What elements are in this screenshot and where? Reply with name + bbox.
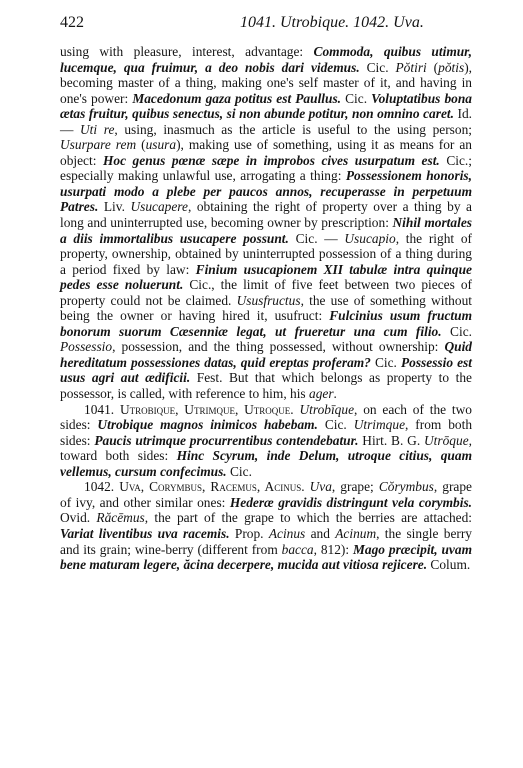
- paragraph-1042-uva: 1042. Uva, Corymbus, Racemus, Acinus. Uva, grape; Cŏrymbus, grape of ivy, and other similar ones: Hederæ gravidis distringunt vela corymbis. Ovid. Răcēmus, the part of the grape to which the berries are attached: Variat liventibus uva racemis. Prop. Acinus and Acinum, the single berry and its grain; wine-berry (different from bacca, 812): Mago præcipit, uvam bene maturam legere, ăcina decerpere, mucida aut vitiosa rejicere. Colum.: [60, 479, 473, 573]
- paragraph-1041-utrobique: 1041. Utrobique, Utrimque, Utroque. Utrobīque, on each of the two sides: Utrobique magnos inimicos habebam. Cic. Utrimque, from both sides: Paucis utrimque procurrentibus contendebatur. Hirt. B. G. Utrōque, toward both sides: Hinc Scyrum, inde Delum, utroque citius, quam vellemus, cursum confecimus. Cic.: [60, 401, 473, 479]
- body-text: [60, 44, 472, 573]
- page-number: 422: [60, 14, 84, 31]
- paragraph-usus-continued: using with pleasure, interest, advantage: Commoda, quibus utimur, lucemque, qua fruimur, a deo nobis dari videmus. Cic. Pŏtiri (pŏtis), becoming master of a thing, making one's self master of it, and having in one's power: Macedonum gaza potitus est Paullus. Cic. Voluptatibus bona ætas fruitur, quibus senectus, si non abunde potitur, non omnino caret. Id. — Uti re, using, inasmuch as the article is useful to the using person; Usurpare rem (usura), making use of something, using it as means for an object: Hoc genus pœnæ sæpe in improbos cives usurpatum est. Cic.; especially making unlawful use, arrogating a thing: Possessionem honoris, usurpati modo a plebe per paucos annos, recuperasse in perpetuum Patres. Liv. Usucapere, obtaining the right of property over a thing by a long and uninterrupted use, becoming owner by prescription: Nihil mortales a diis immortalibus usucapere possunt. Cic. — Usucapio, the right of property, ownership, obtained by uninterrupted possession of a thing during a period fixed by law: Finium usucapionem XII tabulæ intra quinque pedes esse noluerunt. Cic., the limit of five feet between two pieces of property could not be claimed. Ususfructus, the use of something without being the owner or having hired it, usufruct: Fulcinius usum fructum bonorum suorum Cæsenniæ legat, ut frueretur una cum filio. Cic. Possessio, possession, and the thing possessed, without ownership: Quid hereditatum possessiones datas, quid ereptas proferam? Cic. Possessio est usus agri aut ædificii. Fest. But that which belongs as property to the possessor, is called, with reference to him, his ager.: [60, 44, 473, 402]
- running-title: 1041. Utrobique. 1042. Uva.: [240, 14, 424, 31]
- running-header: [60, 14, 472, 38]
